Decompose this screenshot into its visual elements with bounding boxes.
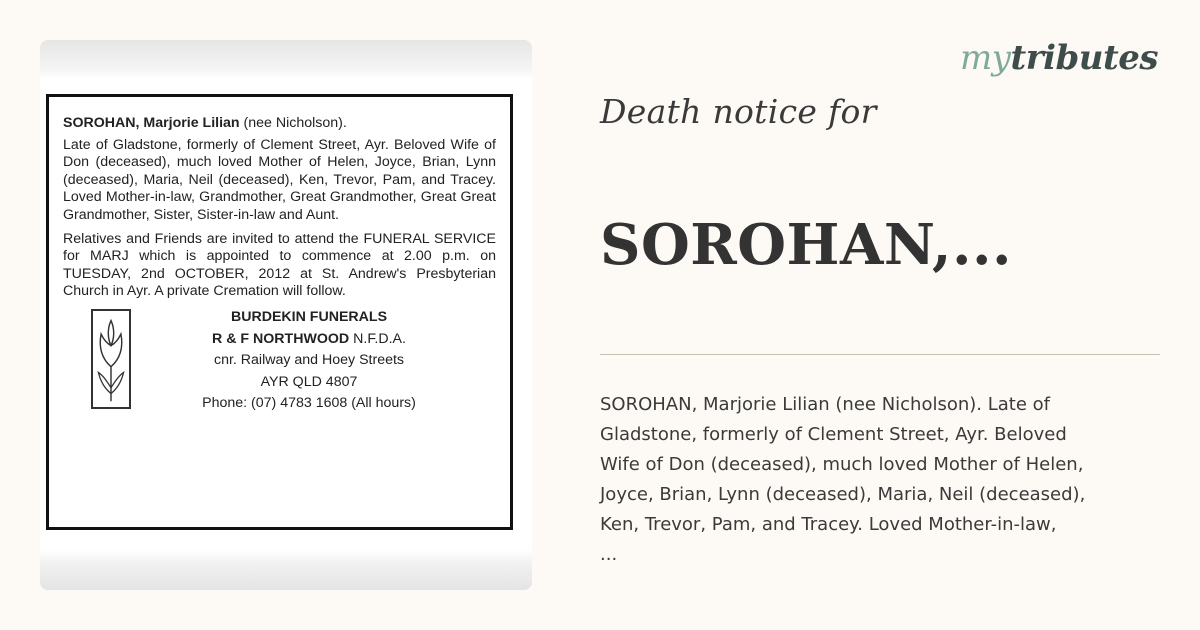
excerpt-line: Ken, Trevor, Pam, and Tracey. Loved Mother-in-law, xyxy=(600,514,1057,535)
divider xyxy=(600,354,1160,355)
notice-paragraph-1: Late of Gladstone, formerly of Clement Street, Ayr. Beloved Wife of Don (deceased), much loved Mother of Helen, Joyce, Brian, Lynn (deceased), Maria, Neil (deceased), Ken, Trevor, Pam, and Tracey. Loved Mother-in-law, Grandmother, Great Grandmother, Great Great Grandmother, Sister, Sister-in-law and Aunt. xyxy=(63,136,496,223)
funeral-phone: Phone: (07) 4783 1608 (All hours) xyxy=(202,395,416,412)
excerpt-line: SOROHAN, Marjorie Lilian (nee Nicholson). Late of xyxy=(600,394,1050,415)
death-notice-label: Death notice for xyxy=(600,92,877,131)
excerpt-ellipsis: ... xyxy=(600,544,618,565)
excerpt-line: Joyce, Brian, Lynn (deceased), Maria, Neil (deceased), xyxy=(600,484,1086,505)
funeral-director: R & F NORTHWOOD xyxy=(212,330,350,347)
funeral-home-details xyxy=(159,307,459,415)
funeral-address-2: AYR QLD 4807 xyxy=(260,373,358,390)
death-notice-image xyxy=(40,40,532,590)
notice-paragraph-2: Relatives and Friends are invited to attend the FUNERAL SERVICE for MARJ which is appointed to commence at 2.00 p.m. on TUESDAY, 2nd OCTOBER, 2012 at St. Andrew's Presbyterian Church in Ayr. A private Cremation will follow. xyxy=(63,230,496,300)
tulip-logo-icon xyxy=(91,309,131,409)
notice-name-rest: (nee Nicholson). xyxy=(239,115,347,131)
funeral-director-line xyxy=(159,329,459,351)
mytributes-logo[interactable] xyxy=(960,38,1158,78)
brand-my: my xyxy=(960,38,1011,78)
excerpt-line: Gladstone, formerly of Clement Street, Ayr. Beloved xyxy=(600,424,1067,445)
notice-heading xyxy=(63,115,496,133)
brand-tributes: tributes xyxy=(1010,38,1158,78)
notice-excerpt xyxy=(600,390,1160,570)
deceased-name-heading: SOROHAN,... xyxy=(600,212,1012,278)
excerpt-line: Wife of Don (deceased), much loved Mother of Helen, xyxy=(600,454,1084,475)
funeral-home-block xyxy=(63,307,496,411)
notice-frame xyxy=(46,94,513,530)
funeral-address-1: cnr. Railway and Hoey Streets xyxy=(213,352,405,369)
funeral-home-name: BURDEKIN FUNERALS xyxy=(230,308,388,325)
notice-name: SOROHAN, Marjorie Lilian xyxy=(63,115,240,131)
funeral-accreditation: N.F.D.A. xyxy=(349,330,406,347)
